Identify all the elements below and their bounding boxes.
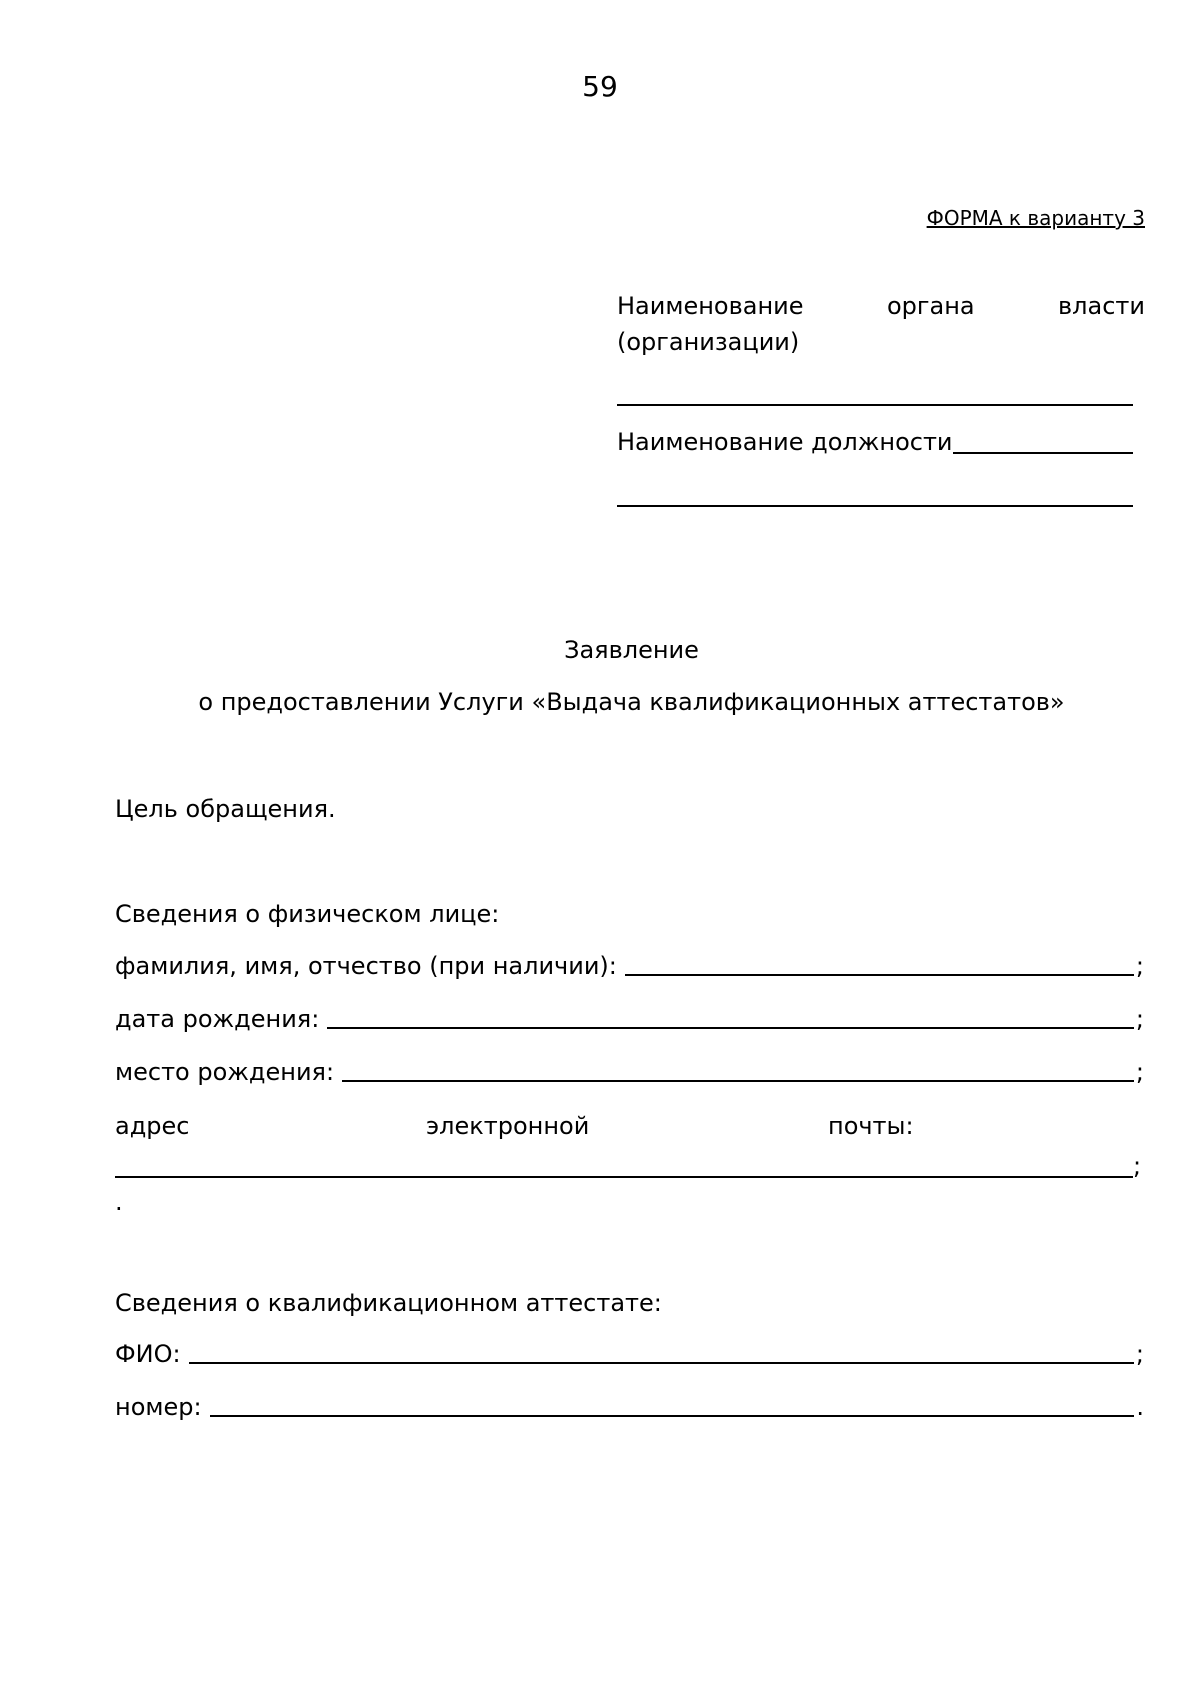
certificate-heading: Сведения о квалификационном аттестате:: [115, 1289, 662, 1317]
certificate-fio-field[interactable]: [115, 1328, 1144, 1368]
position-extra-blank: [617, 505, 1133, 507]
birth-date-blank[interactable]: [327, 1027, 1134, 1029]
person-heading: Сведения о физическом лице:: [115, 900, 500, 928]
document-subtitle: о предоставлении Услуги «Выдача квалификационных аттестатов»: [198, 688, 1065, 716]
email-blank[interactable]: [115, 1176, 1133, 1178]
certificate-fio-blank[interactable]: [189, 1362, 1134, 1364]
authority-name-blank: [617, 404, 1133, 406]
authority-name-line-2: (организации): [617, 328, 800, 356]
birth-date-field[interactable]: [115, 993, 1144, 1033]
trailing-dot: .: [115, 1188, 123, 1216]
fio-blank[interactable]: [625, 974, 1134, 976]
certificate-number-field[interactable]: [115, 1381, 1144, 1421]
email-label-word-3: почты:: [828, 1112, 914, 1140]
purpose-line: Цель обращения.: [115, 795, 336, 823]
email-end-mark: ;: [1133, 1152, 1142, 1180]
position-field: [617, 428, 1133, 456]
birth-place-field[interactable]: [115, 1046, 1144, 1086]
form-reference: ФОРМА к варианту 3: [926, 206, 1145, 230]
email-label-word-1: адрес: [115, 1112, 190, 1140]
certificate-fio-end-mark: ;: [1135, 1340, 1144, 1368]
birth-place-end-mark: ;: [1135, 1058, 1144, 1086]
authority-word-3: власти: [1058, 292, 1145, 320]
authority-word-1: Наименование: [617, 292, 804, 320]
authority-word-2: органа: [886, 292, 975, 320]
birth-place-blank[interactable]: [342, 1080, 1134, 1082]
email-label-word-2: электронной: [426, 1112, 590, 1140]
document-title: Заявление: [564, 636, 699, 664]
certificate-fio-label: ФИО:: [115, 1340, 181, 1368]
page-number: 59: [582, 70, 618, 103]
birth-date-end-mark: ;: [1135, 1005, 1144, 1033]
fio-field[interactable]: [115, 940, 1144, 980]
authority-name-line: [617, 292, 1145, 320]
position-blank: [953, 452, 1133, 454]
fio-end-mark: ;: [1135, 952, 1144, 980]
birth-date-label: дата рождения:: [115, 1005, 320, 1033]
birth-place-label: место рождения:: [115, 1058, 335, 1086]
position-label: Наименование должности: [617, 428, 953, 456]
certificate-number-label: номер:: [115, 1393, 202, 1421]
certificate-number-blank[interactable]: [210, 1415, 1135, 1417]
fio-label: фамилия, имя, отчество (при наличии):: [115, 952, 617, 980]
certificate-number-end-mark: .: [1136, 1393, 1144, 1421]
